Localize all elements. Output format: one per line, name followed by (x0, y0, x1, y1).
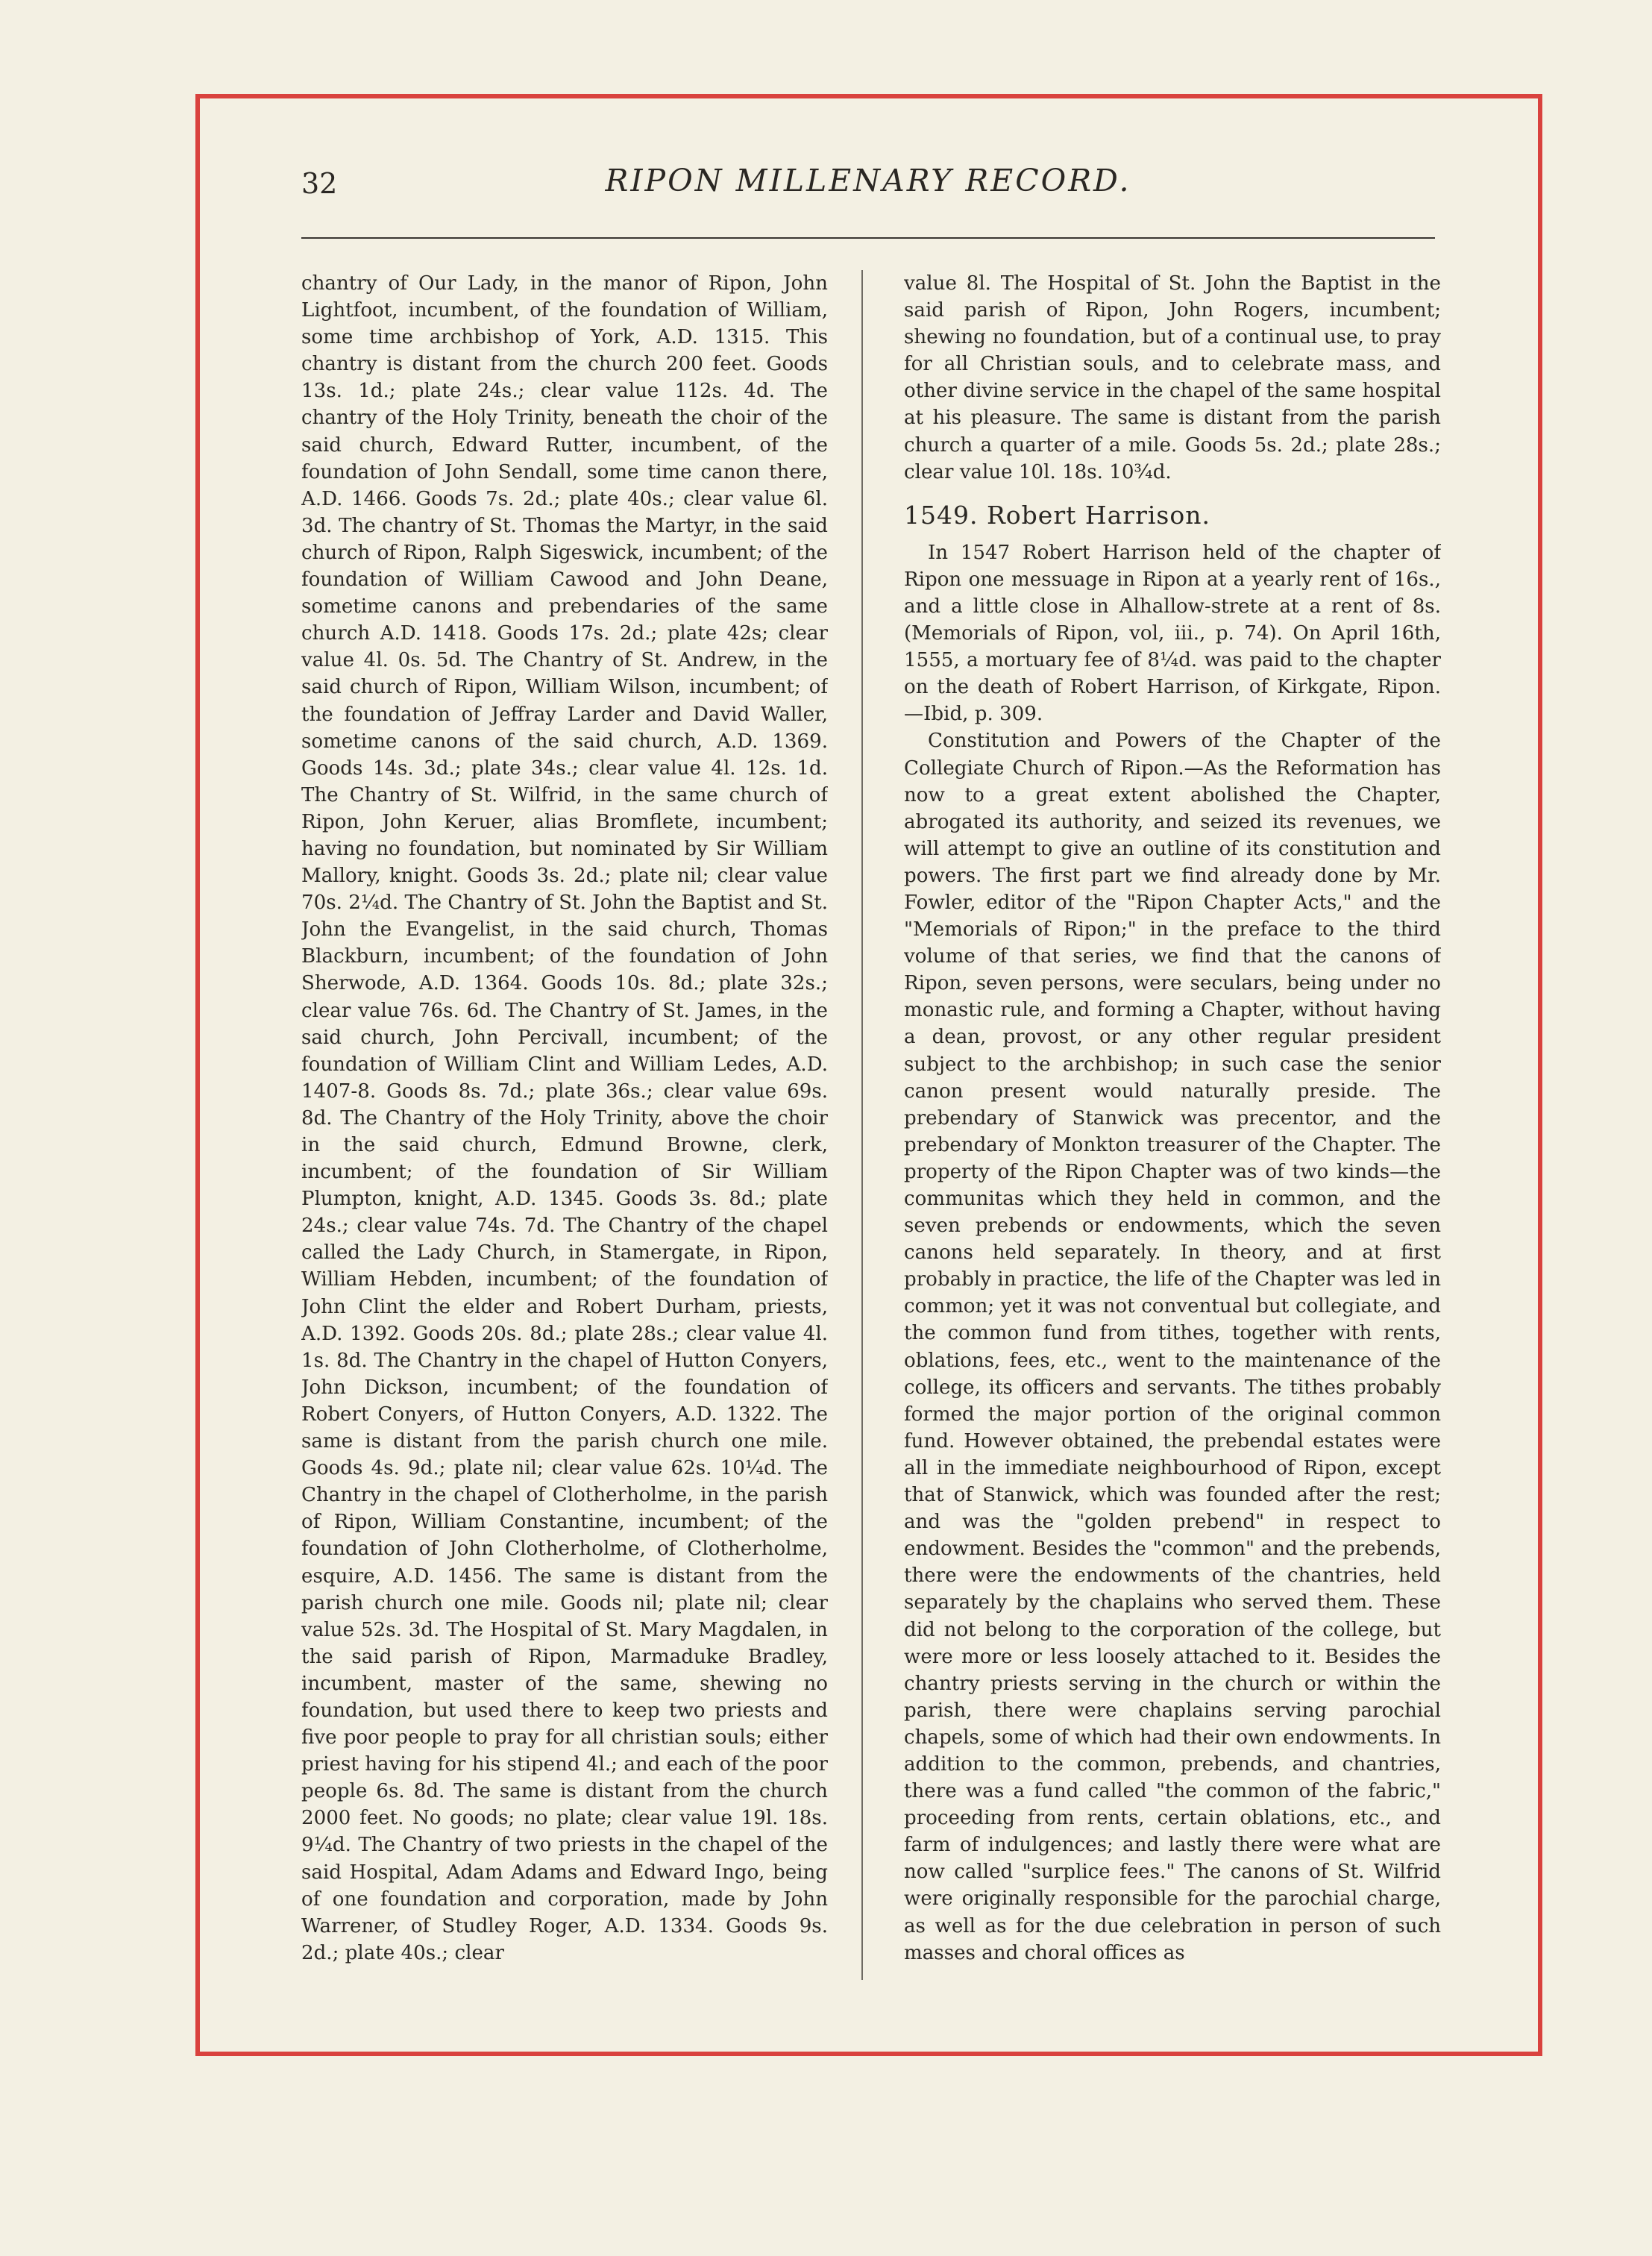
left-column-text: chantry of Our Lady, in the manor of Ripon, John Lightfoot, incumbent, of the foundation of William, some time archbishop of York, A.D. 1315. This chantry is distant from the church 200 feet. Goods 13s. 1d.; plate 24s.; clear value 112s. 4d. The chantry of the Holy Trinity, beneath the choir of the said church, Edward Rutter, incumbent, of the foundation of John Sendall, some time canon there, A.D. 1466. Goods 7s. 2d.; plate 40s.; clear value 6l. 3d. The chantry of St. Thomas the Martyr, in the said church of Ripon, Ralph Sigeswick, incumbent; of the foundation of William Cawood and John Deane, sometime canons and prebendaries of the same church A.D. 1418. Goods 17s. 2d.; plate 42s; clear value 4l. 0s. 5d. The Chantry of St. Andrew, in the said church of Ripon, William Wilson, incumbent; of the foundation of Jeffray Larder and David Waller, sometime canons of the said church, A.D. 1369. Goods 14s. 3d.; plate 34s.; clear value 4l. 12s. 1d. The Chantry of St. Wilfrid, in the same church of Ripon, John Keruer, alias Bromflete, incumbent; having no foundation, but nominated by Sir William Mallory, knight. Goods 3s. 2d.; plate nil; clear value 70s. 2¼d. The Chantry of St. John the Baptist and St. John the Evangelist, in the said church, Thomas Blackburn, incumbent; of the foundation of John Sherwode, A.D. 1364. Goods 10s. 8d.; plate 32s.; clear value 76s. 6d. The Chantry of St. James, in the said church, John Percivall, incumbent; of the foundation of William Clint and William Ledes, A.D. 1407-8. Goods 8s. 7d.; plate 36s.; clear value 69s. 8d. The Chantry of the Holy Trinity, above the choir in the said church, Edmund Browne, clerk, incumbent; of the foundation of Sir William Plumpton, knight, A.D. 1345. Goods 3s. 8d.; plate 24s.; clear value 74s. 7d. The Chantry of the chapel called the Lady Church, in Stamergate, in Ripon, William Hebden, incumbent; of the foundation of John Clint the elder and Robert Durham, priests, A.D. 1392. Goods 20s. 8d.; plate 28s.; clear value 4l. 1s. 8d. The Chantry in the chapel of Hutton Conyers, John Dickson, incumbent; of the foundation of Robert Conyers, of Hutton Conyers, A.D. 1322. The same is distant from the parish church one mile. Goods 4s. 9d.; plate nil; clear value 62s. 10¼d. The Chantry in the chapel of Clotherholme, in the parish of Ripon, William Constantine, incumbent; of the foundation of John Clotherholme, of Clotherholme, esquire, A.D. 1456. The same is distant from the parish church one mile. Goods nil; plate nil; clear value 52s. 3d. The Hospital of St. Mary Magdalen, in the said parish of Ripon, Marmaduke Bradley, incumbent, master of the same, shewing no foundation, but used there to keep two priests and five poor people to pray for all christian souls; either priest having for his stipend 4l.; and each of the poor people 6s. 8d. The same is distant from the church 2000 feet. No goods; no plate; clear value 19l. 18s. 9¼d. The Chantry of two priests in the chapel of the said Hospital, Adam Adams and Edward Ingo, being of one foundation and corporation, made by John Warrener, of Studley Roger, A.D. 1334. Goods 9s. 2d.; plate 40s.; clear (301, 272, 828, 1964)
running-title: RIPON MILLENARY RECORD. (605, 163, 1131, 198)
column-divider (861, 270, 863, 1980)
section-heading: 1549. Robert Harrison. (904, 500, 1210, 530)
right-column (904, 270, 1441, 1986)
page-number: 32 (301, 167, 338, 200)
header-rule (301, 237, 1435, 239)
paragraph-constitution-of-chapter: Constitution and Powers of the Chapter of the Collegiate Church of Ripon.—As the Reformation has now to a great extent abolished the Chapter, abrogated its authority, and seized its revenues, we will attempt to give an outline of its constitution and powers. The first part we find already done by Mr. Fowler, editor of the "Ripon Chapter Acts," and the "Memorials of Ripon;" in the preface to the third volume of that series, we find that the canons of Ripon, seven persons, were seculars, being under no monastic rule, and forming a Chapter, without having a dean, provost, or any other regular president subject to the archbishop; in such case the senior canon present would naturally preside. The prebendary of Stanwick was precentor, and the prebendary of Monkton treasurer of the Chapter. The property of the Ripon Chapter was of two kinds—the communitas which they held in common, and the seven prebends or endowments, which the seven canons held separately. In theory, and at first probably in practice, the life of the Chapter was led in common; yet it was not conventual but collegiate, and the common fund from tithes, together with rents, oblations, fees, etc., went to the maintenance of the college, its officers and servants. The tithes probably formed the major portion of the original common fund. However obtained, the prebendal estates were all in the immediate neighbourhood of Ripon, except that of Stanwick, which was founded after the rest; and was the "golden prebend" in respect to endowment. Besides the "common" and the prebends, there were the endowments of the chantries, held separately by the chaplains who served them. These did not belong to the corporation of the college, but were more or less loosely attached to it. Besides the chantry priests serving in the church or within the parish, there were chaplains serving parochial chapels, some of which had their own endowments. In addition to the common, prebends, and chantries, there was a fund called "the common of the fabric," proceeding from rents, certain oblations, etc., and farm of indulgences; and lastly there were what are now called "surplice fees." The canons of St. Wilfrid were originally responsible for the parochial charge, as well as for the due celebration in person of such masses and choral offices as (904, 730, 1441, 1964)
page-header (301, 155, 1435, 207)
right-column-opening-text: value 8l. The Hospital of St. John the Baptist in the said parish of Ripon, John Rogers, incumbent; shewing no foundation, but of a continual use, to pray for all Christian souls, and to celebrate mass, and other divine service in the chapel of the same hospital at his pleasure. The same is distant from the parish church a quarter of a mile. Goods 5s. 2d.; plate 28s.; clear value 10l. 18s. 10¾d. (904, 272, 1441, 483)
paragraph-robert-harrison: In 1547 Robert Harrison held of the chapter of Ripon one messuage in Ripon at a yearly rent of 16s., and a little close in Alhallow-strete at a rent of 8s. (Memorials of Ripon, vol, iii., p. 74). On April 16th, 1555, a mortuary fee of 8¼d. was paid to the chapter on the death of Robert Harrison, of Kirkgate, Ripon. —Ibid, p. 309. (904, 541, 1441, 726)
left-column (301, 270, 828, 1986)
